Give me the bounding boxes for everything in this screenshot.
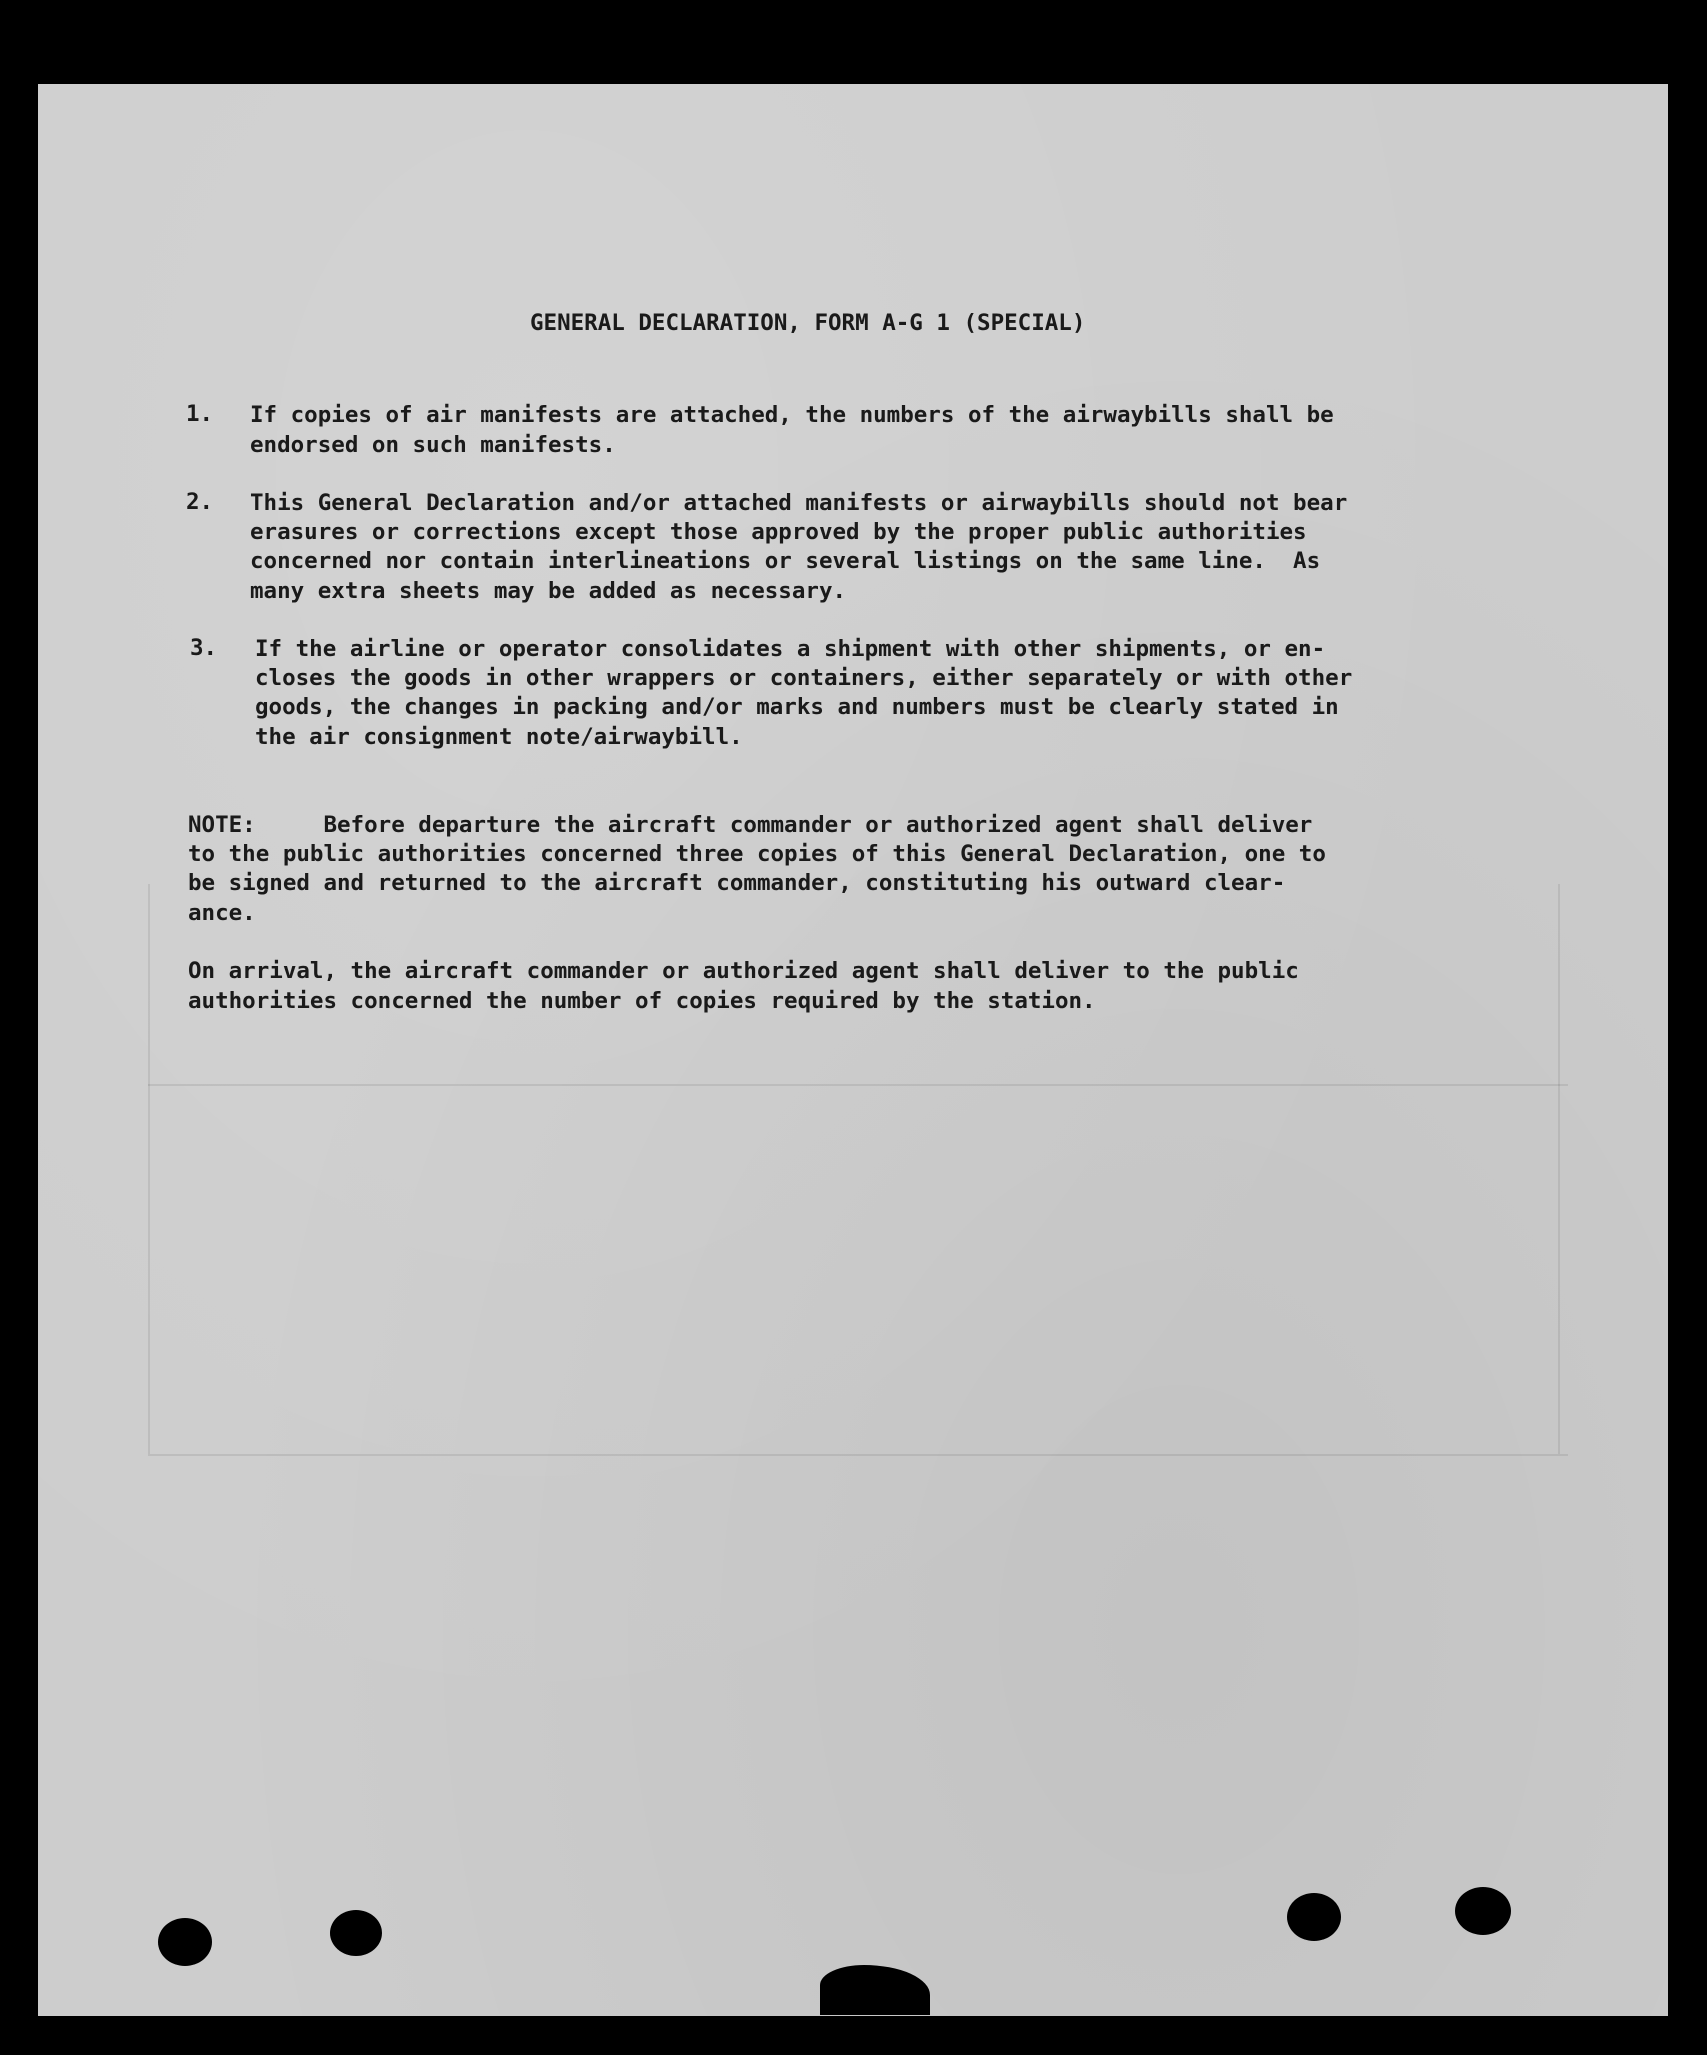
note-line: be signed and returned to the aircraft commander, constituting his outward clear-	[188, 870, 1286, 896]
item-3-line: closes the goods in other wrappers or containers, either separately or with other	[255, 665, 1353, 691]
arrival-line: On arrival, the aircraft commander or authorized agent shall deliver to the public	[188, 958, 1299, 984]
item-2-line: erasures or corrections except those approved by the proper public authorities	[250, 519, 1307, 545]
item-number: 2.	[186, 489, 214, 515]
page-title: GENERAL DECLARATION, FORM A-G 1 (SPECIAL)	[530, 310, 1086, 336]
arrival-line: authorities concerned the number of copies required by the station.	[188, 988, 1096, 1014]
punch-hole	[158, 1918, 212, 1966]
note-line: NOTE: Before departure the aircraft commander or authorized agent shall deliver	[188, 812, 1313, 838]
bleed-through-line	[148, 1084, 1568, 1086]
document-page	[38, 84, 1668, 2016]
item-number: 1.	[186, 401, 214, 427]
item-1-line: If copies of air manifests are attached, the numbers of the airwaybills shall be	[250, 402, 1334, 428]
item-3-line: If the airline or operator consolidates a shipment with other shipments, or en-	[255, 636, 1326, 662]
punch-hole	[1455, 1887, 1511, 1935]
item-1-line: endorsed on such manifests.	[250, 432, 616, 458]
item-number: 3.	[190, 635, 218, 661]
item-2-line: concerned nor contain interlineations or several listings on the same line. As	[250, 548, 1321, 574]
item-2-line: This General Declaration and/or attached manifests or airwaybills should not bear	[250, 490, 1348, 516]
bleed-through-line	[1558, 884, 1560, 1454]
item-2-line: many extra sheets may be added as necessary.	[250, 578, 847, 604]
punch-hole	[1287, 1893, 1341, 1941]
bleed-through-line	[148, 1454, 1568, 1456]
item-3-line: goods, the changes in packing and/or marks and numbers must be clearly stated in	[255, 694, 1339, 720]
note-line: to the public authorities concerned three copies of this General Declaration, one to	[188, 841, 1326, 867]
item-3-line: the air consignment note/airwaybill.	[255, 724, 743, 750]
note-line: ance.	[188, 900, 256, 926]
bleed-through-line	[148, 884, 150, 1454]
punch-hole	[330, 1910, 382, 1956]
